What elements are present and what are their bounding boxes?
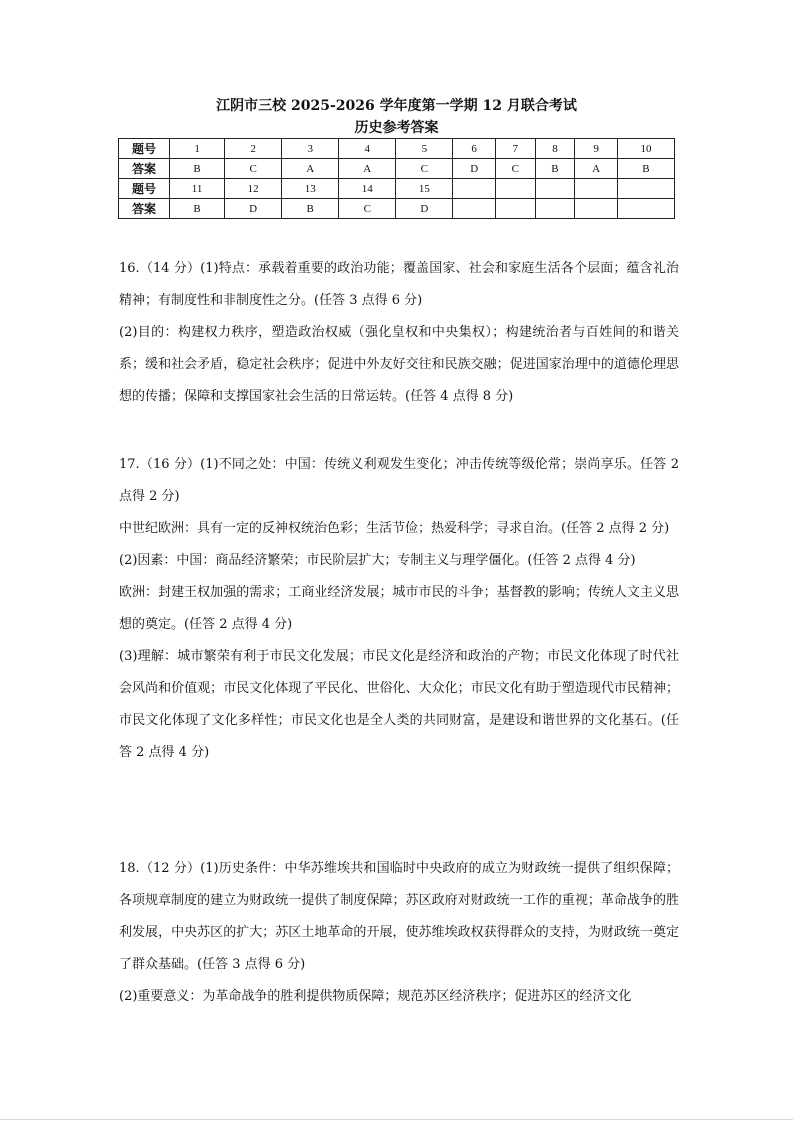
- question-number-cell: 11: [170, 179, 225, 199]
- question-number-row: [119, 179, 675, 199]
- question-17-answer: [119, 449, 679, 769]
- page-bottom-divider: [0, 1119, 793, 1120]
- question-number-cell: 13: [282, 179, 339, 199]
- q17-part-2-europe: 欧洲：封建王权加强的需求；工商业经济发展；城市市民的斗争；基督教的影响；传统人文主义思想的奠定。(任答 2 点得 4 分): [119, 585, 679, 632]
- answer-cell: C: [339, 199, 396, 219]
- answer-row: [119, 159, 675, 179]
- q17-part-3: (3)理解：城市繁荣有利于市民文化发展；市民文化是经济和政治的产物；市民文化体现了时代社会风尚和价值观；市民文化体现了平民化、世俗化、大众化；市民文化有助于塑造现代市民精神；市民文化体现了文化多样性；市民文化也是全人类的共同财富，是建设和谐世界的文化基石。(任答 2 点得 4 分): [119, 649, 679, 760]
- question-number-cell: 6: [453, 139, 496, 159]
- answer-label: 答案: [119, 199, 170, 219]
- answer-label: 答案: [119, 159, 170, 179]
- page-title: 江阴市三校 2025-2026 学年度第一学期 12 月联合考试: [216, 98, 577, 114]
- q17-part-2-china: (2)因素：中国：商品经济繁荣；市民阶层扩大；专制主义与理学僵化。(任答 2 点得 4 分): [119, 553, 636, 568]
- question-number-cell: 10: [617, 139, 674, 159]
- answer-cell: B: [535, 159, 575, 179]
- q17-part-1: 17.（16 分）(1)不同之处：中国：传统义利观发生变化；冲击传统等级伦常；崇尚享乐。任答 2 点得 2 分): [119, 457, 679, 504]
- answer-cell: [453, 199, 496, 219]
- question-number-cell: 9: [575, 139, 618, 159]
- answer-cell: D: [453, 159, 496, 179]
- answer-cell: A: [282, 159, 339, 179]
- question-16-answer: [119, 253, 679, 413]
- question-number-cell: 7: [495, 139, 535, 159]
- answer-cell: B: [170, 199, 225, 219]
- question-number-label: 题号: [119, 139, 170, 159]
- question-number-cell: 14: [339, 179, 396, 199]
- question-number-cell: 1: [170, 139, 225, 159]
- answer-cell: [575, 199, 618, 219]
- question-number-label: 题号: [119, 179, 170, 199]
- question-number-cell: [575, 179, 618, 199]
- answer-cell: C: [225, 159, 282, 179]
- q17-part-1-europe: 中世纪欧洲：具有一定的反神权统治色彩；生活节俭；热爱科学；寻求自治。(任答 2 点得 2 分): [119, 521, 670, 536]
- answer-cell: [495, 199, 535, 219]
- q18-part-1: 18.（12 分）(1)历史条件：中华苏维埃共和国临时中央政府的成立为财政统一提供了组织保障；各项规章制度的建立为财政统一提供了制度保障；苏区政府对财政统一工作的重视；革命战争的胜利发展，中央苏区的扩大；苏区土地革命的开展，使苏维埃政权获得群众的支持，为财政统一奠定了群众基础。(任答 3 点得 6 分): [119, 861, 679, 972]
- question-number-cell: 8: [535, 139, 575, 159]
- answer-cell: [535, 199, 575, 219]
- question-number-cell: [495, 179, 535, 199]
- answer-cell: B: [282, 199, 339, 219]
- question-number-cell: 12: [225, 179, 282, 199]
- question-number-cell: [535, 179, 575, 199]
- answer-cell: D: [396, 199, 453, 219]
- question-number-cell: 15: [396, 179, 453, 199]
- q16-part-2: (2)目的：构建权力秩序，塑造政治权威（强化皇权和中央集权）；构建统治者与百姓间的和谐关系；缓和社会矛盾，稳定社会秩序；促进中外友好交往和民族交融；促进国家治理中的道德伦理思想的传播；保障和支撑国家社会生活的日常运转。(任答 4 点得 8 分): [119, 325, 679, 404]
- answer-cell: [617, 199, 674, 219]
- question-number-cell: 3: [282, 139, 339, 159]
- answer-cell: B: [617, 159, 674, 179]
- question-number-row: [119, 139, 675, 159]
- question-number-cell: 4: [339, 139, 396, 159]
- question-number-cell: [453, 179, 496, 199]
- answer-table: [118, 138, 675, 219]
- answer-cell: C: [396, 159, 453, 179]
- question-18-answer: [119, 853, 679, 1013]
- q18-part-2: (2)重要意义：为革命战争的胜利提供物质保障；规范苏区经济秩序；促进苏区的经济文化: [119, 989, 632, 1004]
- answer-cell: A: [339, 159, 396, 179]
- answer-cell: C: [495, 159, 535, 179]
- answer-cell: B: [170, 159, 225, 179]
- answer-cell: A: [575, 159, 618, 179]
- question-number-cell: 5: [396, 139, 453, 159]
- question-number-cell: 2: [225, 139, 282, 159]
- question-number-cell: [617, 179, 674, 199]
- answer-cell: D: [225, 199, 282, 219]
- q16-part-1: 16.（14 分）(1)特点：承载着重要的政治功能；覆盖国家、社会和家庭生活各个层面；蕴含礼治精神；有制度性和非制度性之分。(任答 3 点得 6 分): [119, 261, 679, 308]
- answer-row: [119, 199, 675, 219]
- page-subtitle: 历史参考答案: [354, 120, 439, 136]
